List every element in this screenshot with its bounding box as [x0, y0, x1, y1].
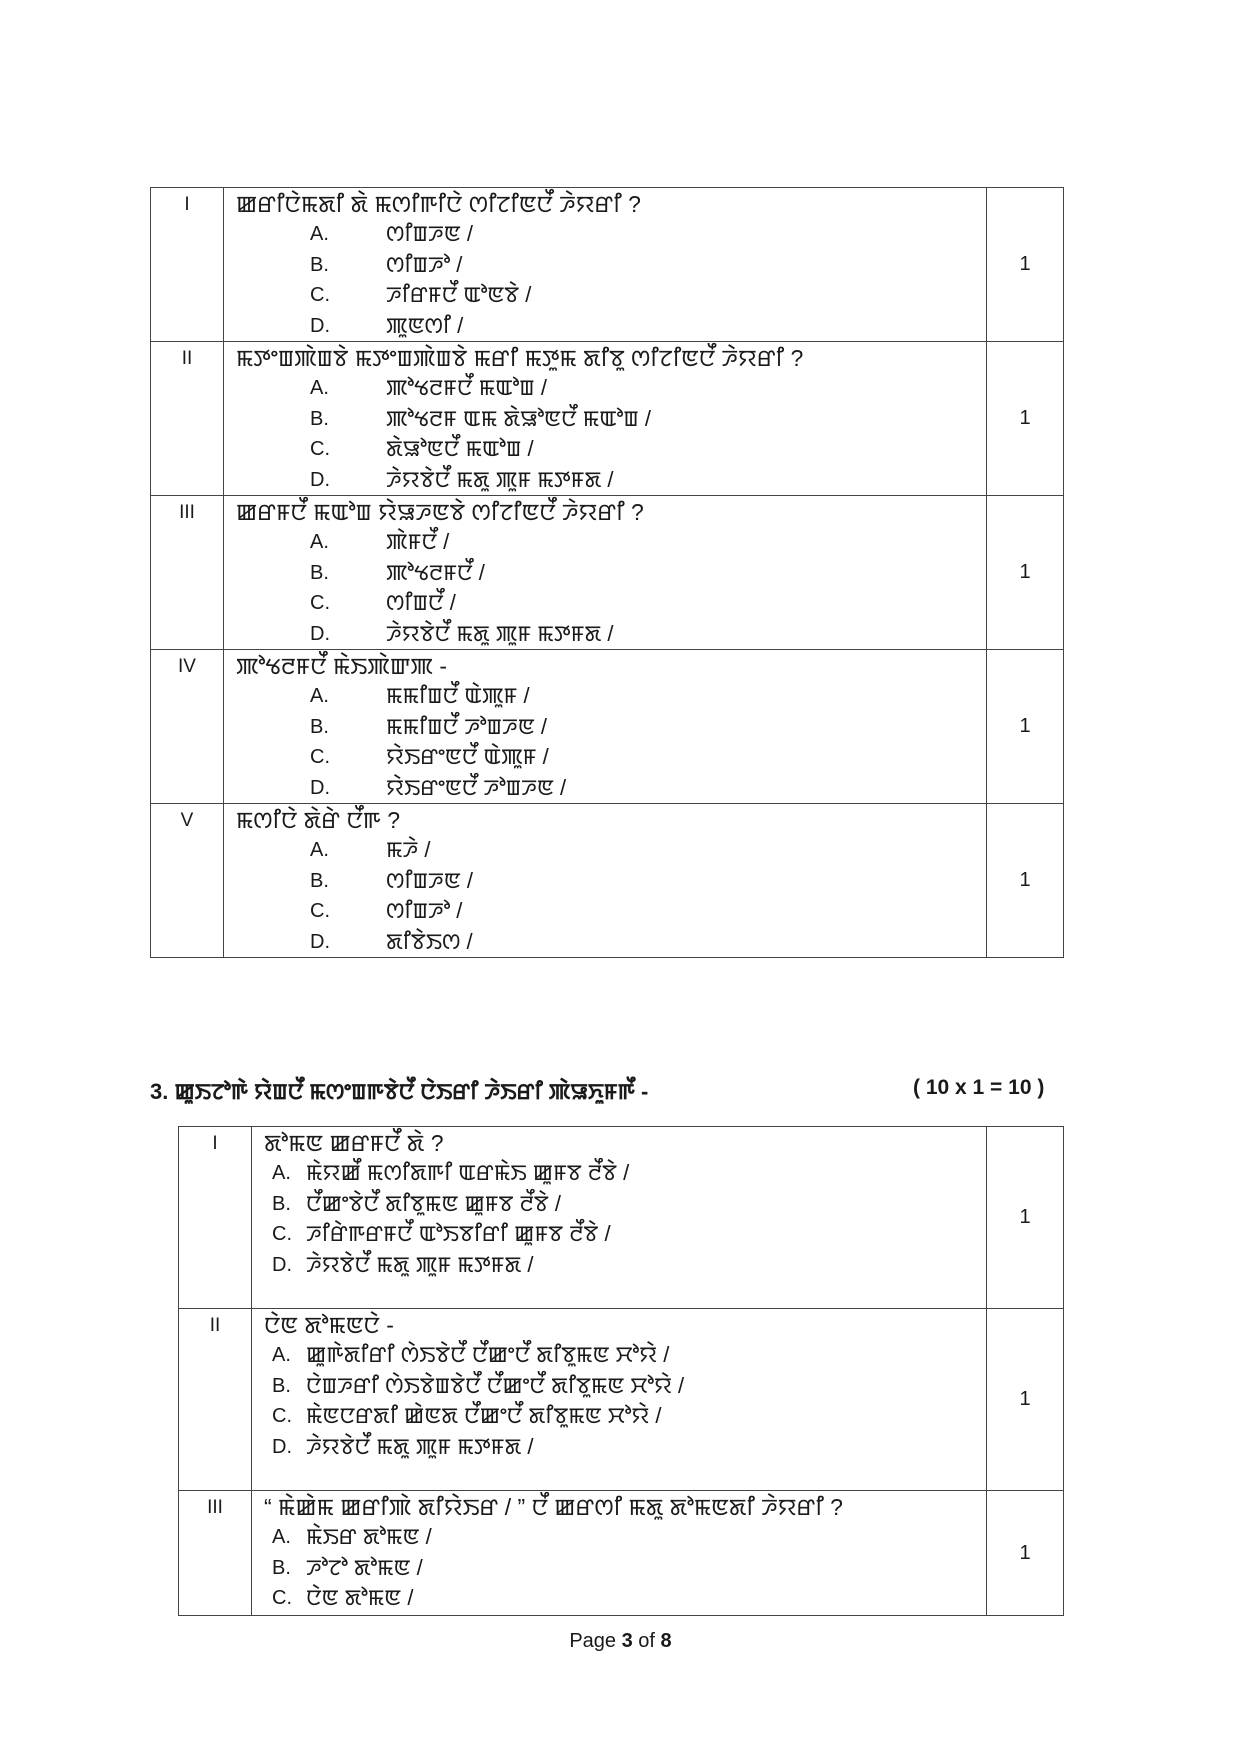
question-number: III	[151, 496, 224, 650]
question-text: ꯄꯣꯠꯂꯝꯅꯩ ꯃꯥꯏꯄꯥꯛꯄ -	[236, 653, 448, 679]
question-row	[151, 188, 1064, 342]
option-text: ꯍꯥꯌꯕꯥꯅꯩ ꯃꯗꯨ ꯄꯨꯝ ꯃꯇꯝꯗ /	[306, 1433, 534, 1459]
question-number: II	[179, 1309, 252, 1491]
question-text: ꯃꯁꯤꯅꯥ ꯗꯥꯔꯥ ꯅꯩꯒ ?	[236, 807, 401, 833]
question-table-1	[150, 187, 1064, 958]
option-letter: C.	[310, 900, 330, 922]
question-number: I	[179, 1127, 252, 1309]
section-marks: ( 10 x 1 = 10 )	[913, 1076, 1045, 1099]
option-letter: D.	[310, 776, 330, 799]
question-number: V	[151, 804, 224, 958]
option-text: ꯍꯣꯖꯣ ꯗꯣꯃꯟ /	[306, 1554, 423, 1580]
question-cell	[252, 1127, 987, 1309]
option-letter: D.	[310, 930, 330, 953]
question-number: IV	[151, 650, 224, 804]
option-text: ꯍꯥꯌꯕꯥꯅꯩ ꯃꯗꯨ ꯄꯨꯝ ꯃꯇꯝꯗ /	[386, 466, 614, 492]
option-letter: B.	[310, 253, 329, 276]
option-text: ꯃꯍꯥ /	[386, 837, 431, 862]
answer-option	[224, 619, 986, 650]
option-letter: C.	[272, 1587, 292, 1609]
question-row	[179, 1127, 1064, 1309]
answer-option	[224, 835, 986, 866]
answer-option	[252, 1189, 986, 1220]
option-letter: D.	[272, 1253, 292, 1276]
answer-option	[224, 558, 986, 589]
option-letter: C.	[310, 592, 330, 614]
answer-option	[224, 773, 986, 804]
question-row	[151, 496, 1064, 650]
option-letter: D.	[310, 314, 330, 337]
option-letter: D.	[310, 622, 330, 645]
option-text: ꯍꯥꯌꯕꯥꯅꯩ ꯃꯗꯨ ꯄꯨꯝ ꯃꯇꯝꯗ /	[386, 620, 614, 646]
option-text: ꯍꯥꯌꯕꯥꯅꯩ ꯃꯗꯨ ꯄꯨꯝ ꯃꯇꯝꯗ /	[306, 1251, 534, 1277]
answer-option	[224, 588, 986, 619]
answer-option	[224, 712, 986, 743]
answer-option	[224, 465, 986, 496]
answer-option	[252, 1432, 986, 1463]
marks-cell: 1	[987, 342, 1064, 496]
answer-option	[252, 1401, 986, 1432]
answer-option	[252, 1553, 986, 1584]
option-letter: A.	[310, 531, 329, 553]
section-heading	[150, 1076, 1050, 1106]
answer-option	[224, 219, 986, 250]
question-number: I	[151, 188, 224, 342]
option-text: ꯌꯥꯏꯔꯦꯟꯅꯩ ꯍꯣꯡꯍꯟ /	[386, 774, 567, 800]
answer-option	[252, 1522, 986, 1553]
question-cell	[252, 1309, 987, 1491]
option-text: ꯗꯤꯕꯥꯏꯁ /	[386, 928, 473, 954]
total-pages-number: 8	[660, 1630, 672, 1652]
answer-option	[252, 1340, 986, 1371]
marks-cell: 1	[987, 650, 1064, 804]
footer-of-label: of	[638, 1630, 655, 1652]
answer-option	[252, 1583, 986, 1614]
option-letter: B.	[310, 561, 329, 584]
option-letter: B.	[272, 1374, 291, 1397]
option-letter: B.	[310, 715, 329, 738]
answer-option	[252, 1158, 986, 1189]
answer-option	[224, 434, 986, 465]
option-text: ꯃꯃꯤꯡꯅꯩ ꯍꯣꯡꯍꯟ /	[386, 713, 547, 739]
answer-option	[224, 927, 986, 958]
marks-cell: 1	[987, 188, 1064, 342]
answer-option	[224, 250, 986, 281]
option-text: ꯁꯤꯡꯍꯣ /	[386, 251, 463, 277]
option-text: ꯄꯨꯟꯁꯤ /	[386, 312, 464, 338]
question-text: ꯗꯣꯃꯟ ꯀꯔꯝꯅꯩ ꯗꯥ ?	[264, 1130, 444, 1156]
option-letter: A.	[272, 1344, 291, 1366]
option-text: ꯅꯩꯀꯦꯕꯥꯅꯩ ꯗꯤꯕꯨꯃꯟ ꯀꯨꯝꯕ ꯂꯩꯕꯥ /	[306, 1190, 561, 1216]
answer-option	[224, 866, 986, 897]
option-text: ꯃꯥꯏꯔ ꯗꯣꯃꯟ /	[306, 1524, 432, 1549]
option-text: ꯄꯣꯠꯂꯝ ꯑꯃ ꯗꯥꯎꯣꯟꯅꯩ ꯃꯑꯣꯡ /	[386, 405, 651, 431]
marks-cell: 1	[987, 1309, 1064, 1491]
question-cell	[224, 188, 987, 342]
question-cell	[252, 1491, 987, 1616]
question-row	[179, 1309, 1064, 1491]
option-letter: B.	[272, 1192, 291, 1215]
option-letter: B.	[310, 869, 329, 892]
option-text: ꯍꯤꯔꯥꯒꯔꯝꯅꯩ ꯑꯣꯏꯕꯤꯔꯤ ꯀꯨꯝꯕ ꯂꯩꯕꯥ /	[306, 1221, 611, 1246]
answer-option	[224, 404, 986, 435]
option-text: ꯃꯥꯌꯀꯩ ꯃꯁꯤꯗꯒꯤ ꯑꯔꯃꯥꯏ ꯀꯨꯝꯕ ꯂꯩꯕꯥ /	[306, 1160, 630, 1185]
marks-cell: 1	[987, 804, 1064, 958]
marks-cell: 1	[987, 496, 1064, 650]
option-text: ꯅꯥꯟ ꯗꯣꯃꯟ /	[306, 1585, 414, 1610]
option-letter: C.	[310, 438, 330, 460]
option-text: ꯅꯥꯡꯍꯔꯤ ꯁꯥꯏꯕꯥꯡꯕꯥꯅꯩ ꯅꯩꯀꯦꯅꯩ ꯗꯤꯕꯨꯃꯟ ꯆꯣꯌꯥ /	[306, 1372, 685, 1398]
question-row	[151, 804, 1064, 958]
page-footer	[0, 1630, 1241, 1653]
answer-option	[224, 311, 986, 342]
option-letter: A.	[310, 377, 329, 399]
option-text: ꯁꯤꯡꯅꯩ /	[386, 590, 456, 615]
question-row	[151, 650, 1064, 804]
option-text: ꯍꯤꯔꯝꯅꯩ ꯑꯣꯟꯕꯥ /	[386, 282, 532, 307]
section-title: 3. ꯀꯨꯏꯖꯣꯒꯥ ꯌꯥꯡꯅꯩ ꯃꯁꯦꯡꯒꯕꯥꯅꯩ ꯅꯥꯏꯔꯤ ꯍꯥꯏꯔꯤ ꯄꯥꯎꯈꯨꯝꯒꯩ -	[150, 1079, 649, 1104]
answer-option	[224, 896, 986, 927]
option-letter: A.	[310, 839, 329, 861]
answer-option	[224, 280, 986, 311]
option-text: ꯗꯥꯎꯣꯟꯅꯩ ꯃꯑꯣꯡ /	[386, 436, 534, 461]
answer-option	[224, 681, 986, 712]
option-letter: A.	[272, 1162, 291, 1184]
marks-cell: 1	[987, 1127, 1064, 1309]
option-letter: C.	[272, 1405, 292, 1427]
option-text: ꯃꯃꯤꯡꯅꯩ ꯑꯥꯄꯨꯝ /	[386, 683, 530, 708]
answer-option	[252, 1371, 986, 1402]
question-number: II	[151, 342, 224, 496]
current-page-number: 3	[621, 1630, 633, 1652]
option-letter: A.	[310, 685, 329, 707]
option-text: ꯌꯥꯏꯔꯦꯟꯅꯩ ꯑꯥꯄꯨꯝ /	[386, 744, 549, 769]
question-cell	[224, 496, 987, 650]
question-text: ꯀꯔꯝꯅꯩ ꯃꯑꯣꯡ ꯌꯥꯎꯍꯟꯕꯥ ꯁꯤꯖꯤꯟꯅꯩ ꯍꯥꯌꯔꯤ ?	[236, 499, 644, 525]
option-letter: A.	[272, 1526, 291, 1548]
option-letter: C.	[310, 746, 330, 768]
option-text: ꯁꯤꯡꯍꯣ /	[386, 898, 463, 923]
answer-option	[224, 373, 986, 404]
option-letter: D.	[310, 468, 330, 491]
footer-page-label: Page	[569, 1630, 617, 1652]
option-text: ꯃꯥꯟꯅꯔꯗꯤ ꯀꯥꯟꯗ ꯅꯩꯀꯦꯅꯩ ꯗꯤꯕꯨꯃꯟ ꯆꯣꯌꯥ /	[306, 1403, 662, 1428]
option-letter: C.	[310, 284, 330, 306]
option-letter: C.	[272, 1223, 292, 1245]
option-letter: A.	[310, 223, 329, 245]
question-cell	[224, 342, 987, 496]
answer-option	[224, 527, 986, 558]
question-text: “ ꯃꯥꯀꯥꯃ ꯀꯔꯤꯄꯥ ꯗꯤꯌꯥꯏꯔ / ” ꯅꯩ ꯀꯔꯁꯤ ꯃꯗꯨ ꯗꯣꯃꯟꯗꯤ ꯍꯥꯌꯔꯤ ?	[264, 1494, 843, 1520]
option-text: ꯀꯨꯒꯥꯗꯤꯔꯤ ꯁꯥꯏꯕꯥꯅꯩ ꯅꯩꯀꯦꯅꯩ ꯗꯤꯕꯨꯃꯟ ꯆꯣꯌꯥ /	[306, 1342, 670, 1367]
question-row	[179, 1491, 1064, 1616]
option-text: ꯄꯣꯠꯂꯝꯅꯩ /	[386, 559, 485, 585]
question-cell	[224, 804, 987, 958]
option-letter: B.	[310, 407, 329, 430]
question-table-2	[178, 1126, 1064, 1616]
marks-cell: 1	[987, 1491, 1064, 1616]
option-text: ꯄꯥꯝꯅꯩ /	[386, 529, 450, 554]
question-text: ꯅꯥꯟ ꯗꯣꯃꯟꯅꯥ -	[264, 1312, 394, 1338]
answer-option	[224, 742, 986, 773]
answer-option	[252, 1250, 986, 1281]
answer-option	[252, 1219, 986, 1250]
option-text: ꯁꯤꯡꯍꯟ /	[386, 867, 473, 893]
question-row	[151, 342, 1064, 496]
option-letter: D.	[272, 1435, 292, 1458]
question-cell	[224, 650, 987, 804]
option-text: ꯄꯣꯠꯂꯝꯅꯩ ꯃꯑꯣꯡ /	[386, 375, 547, 400]
option-text: ꯁꯤꯡꯍꯟ /	[386, 221, 473, 246]
question-text: ꯃꯇꯦꯡꯄꯥꯡꯕꯥ ꯃꯇꯦꯡꯄꯥꯡꯕꯥ ꯃꯔꯤ ꯃꯇꯨꯃ ꯗꯤꯕꯨ ꯁꯤꯖꯤꯟꯅꯩ ꯍꯥꯌꯔꯤ ?	[236, 345, 804, 371]
option-letter: B.	[272, 1556, 291, 1579]
question-text: ꯀꯔꯤꯅꯥꯃꯗꯤ ꯗꯥ ꯃꯁꯤꯒꯤꯅꯥ ꯁꯤꯖꯤꯟꯅꯩ ꯍꯥꯌꯔꯤ ?	[236, 191, 641, 217]
question-number: III	[179, 1491, 252, 1616]
